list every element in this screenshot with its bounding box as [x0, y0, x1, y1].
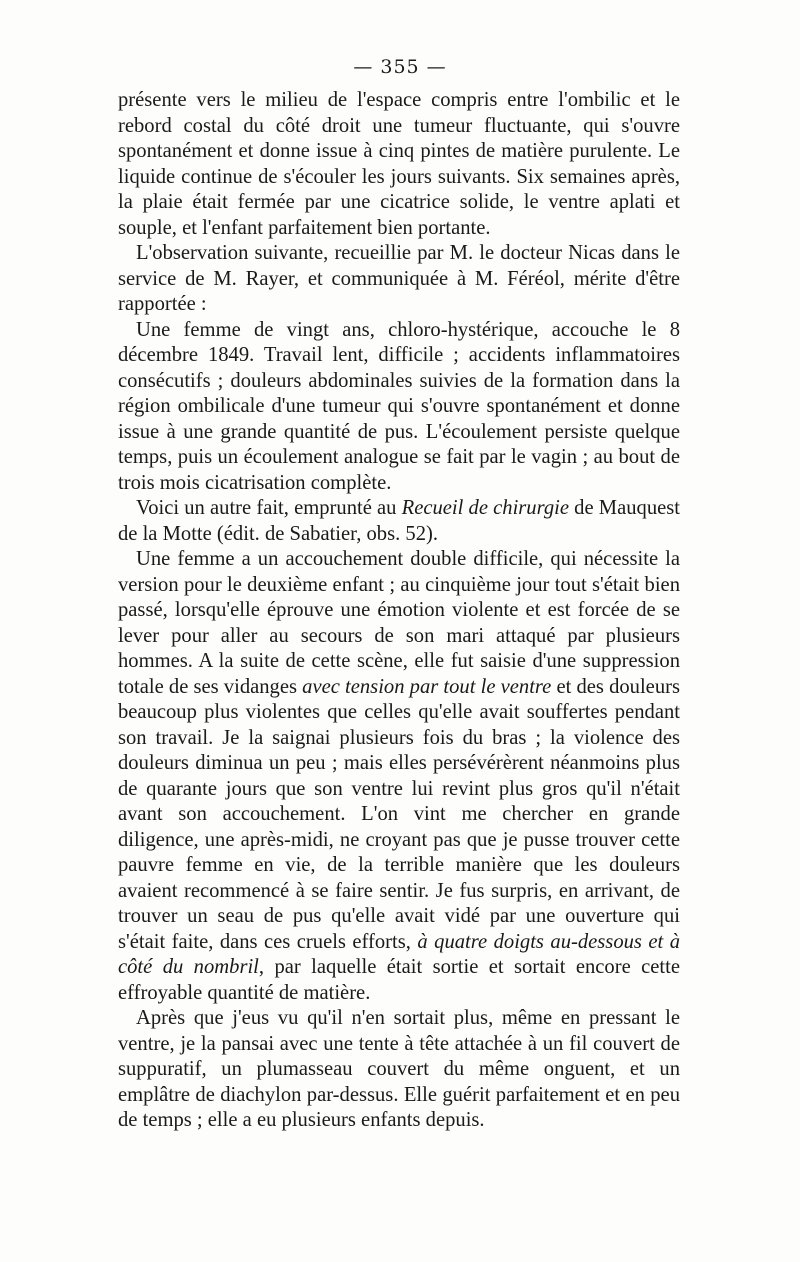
- body-text: [118, 88, 680, 1134]
- paragraph: [118, 1006, 680, 1134]
- paragraph: [118, 88, 680, 241]
- text-run: Une femme a un accouchement double difficile, qui nécessite la version pour le deuxième enfant ; au cinquième jour tout s'était bien passé, lorsqu'elle éprouve une émotion violente et est forcée de se lever pour aller au secours de son mari attaqué par plusieurs hommes. A la suite de cette scène, elle fut saisie d'une suppression totale de ses vidanges: [118, 548, 680, 698]
- italic-quote: avec tension par tout le ventre: [302, 675, 552, 698]
- paragraph: [118, 318, 680, 497]
- paragraph: [118, 241, 680, 318]
- text-run: et des douleurs beaucoup plus violentes que celles qu'elle avait souffertes pendant son travail. Je la saignai plusieurs fois du bras ; la violence des douleurs diminua un peu ; mais elles persévérèrent néanmoins plus de quarante jours que son ventre lui revint plus gros qu'il n'était avant son accouchement. L'on vint me chercher en grande diligence, une après-midi, ne croyant pas que je pusse trouver cette pauvre femme en vie, de la terrible manière que les douleurs avaient recommencé à se faire sentir. Je fus surpris, en arrivant, de trouver un seau de pus qu'elle avait vidé par une ouverture qui s'était faite, dans ces cruels efforts,: [118, 675, 680, 953]
- paragraph: [118, 547, 680, 1006]
- italic-quote: à quatre doigts au-dessous et à côté du nombril: [118, 930, 681, 978]
- paragraph: [118, 496, 680, 547]
- page-number: — 355 —: [353, 56, 447, 78]
- text-run: présente vers le milieu de l'espace compris entre l'ombilic et le rebord costal du côté droit une tumeur fluctuante, qui s'ouvre spontanément et donne issue à cinq pintes de matière purulente. Le liquide continue de s'écouler les jours suivants. Six semaines après, la plaie était fermée par une cicatrice solide, le ventre aplati et souple, et l'enfant parfaitement bien portante.: [118, 89, 680, 239]
- text-run: Une femme de vingt ans, chloro-hystérique, accouche le 8 décembre 1849. Travail lent, difficile ; accidents inflammatoires consécutifs ; douleurs abdominales suivies de la formation dans la région ombilicale d'une tumeur qui s'ouvre spontanément et donne issue à une grande quantité de pus. L'écoulement persiste quelque temps, puis un écoulement analogue se fait par le vagin ; au bout de trois mois cicatrisation complète.: [118, 318, 680, 494]
- text-run: L'observation suivante, recueillie par M. le docteur Nicas dans le service de M. Rayer, et communiquée à M. Féréol, mérite d'être rapportée :: [118, 242, 680, 315]
- italic-citation: Recueil de chirurgie: [401, 497, 570, 519]
- text-run: Après que j'eus vu qu'il n'en sortait plus, même en pressant le ventre, je la pansai avec une tente à tête attachée à un fil couvert de suppuratif, un plumasseau couvert du même onguent, et un emplâtre de diachylon par-dessus. Elle guérit parfaitement et en peu de temps ; elle a eu plusieurs enfants depuis.: [118, 1007, 680, 1131]
- text-run: de Mauquest de la Motte (édit. de Sabatier, obs. 52).: [118, 497, 680, 545]
- text-run: Voici un autre fait, emprunté au: [136, 497, 402, 519]
- text-run: , par laquelle était sortie et sortait encore cette effroyable quantité de matière.: [118, 956, 680, 1004]
